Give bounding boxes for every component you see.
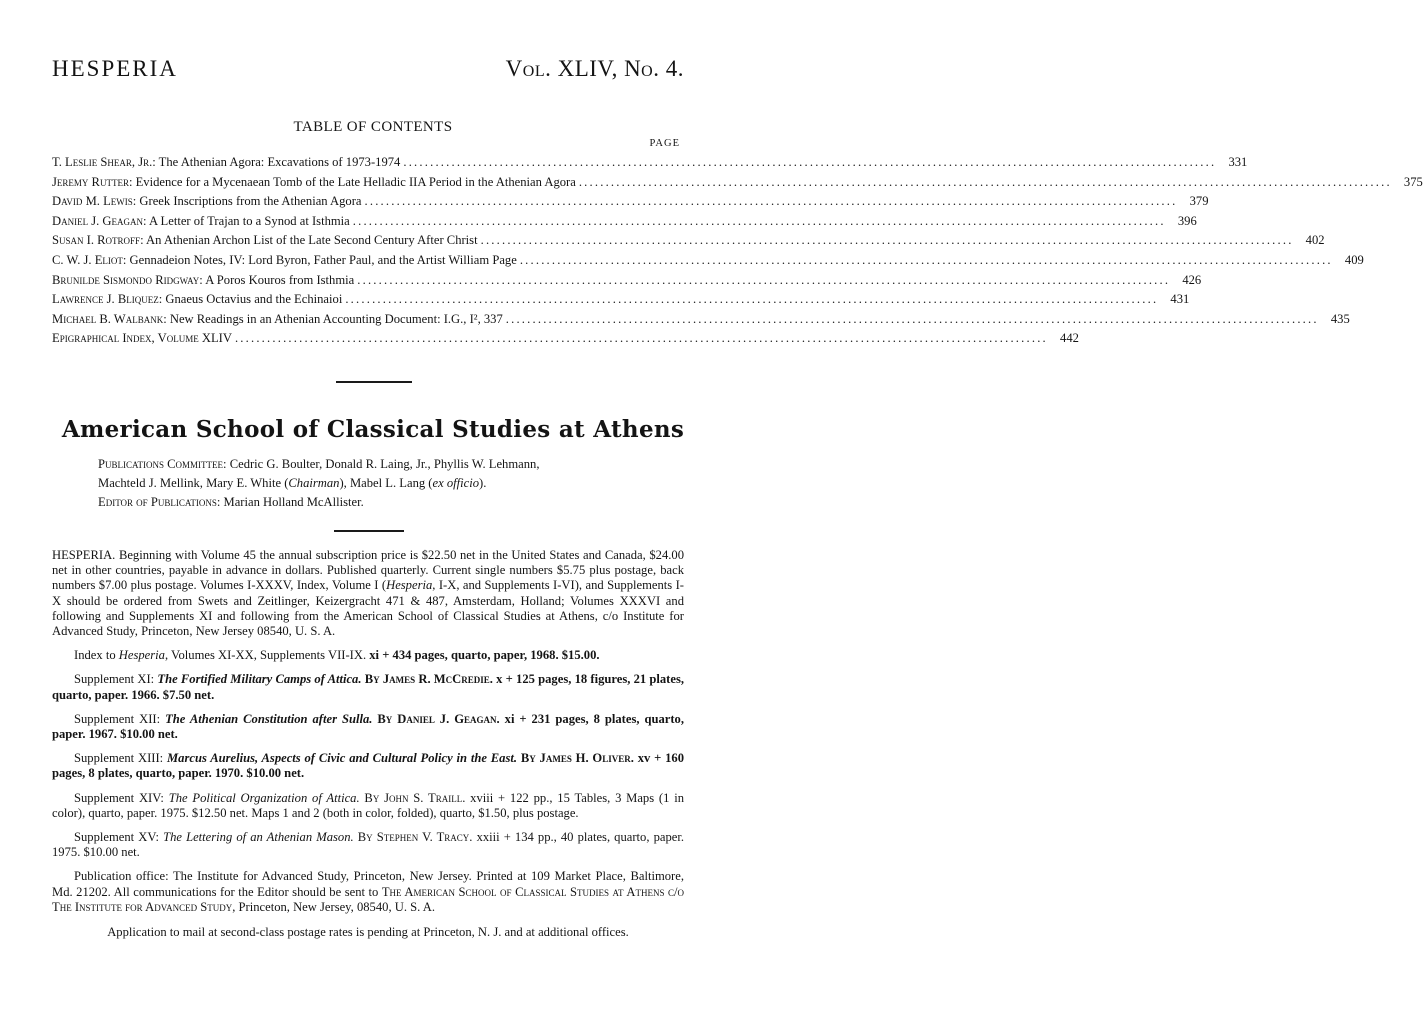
school-name: American School of Classical Studies at Athens — [61, 416, 685, 443]
toc-entry: Brunilde Sismondo Ridgway: A Poros Kouros from Isthmia ..... 426 — [52, 273, 680, 293]
toc-entry: Jeremy Rutter: Evidence for a Mycenaean Tomb of the Late Helladic IIA Period in the Athenian Agora ..... 375 — [52, 175, 680, 195]
supplement-listing — [52, 712, 684, 742]
toc-author: David M. Lewis — [52, 194, 133, 209]
toc-author: Lawrence J. Bliquez — [52, 292, 159, 307]
subscription-text: HESPERIA. Beginning with Volume 45 the annual subscription price is $22.50 net in the United States and Canada, $24.00 net in other countries, payable in advance in dollars. Published quarterly. Current single numbers $5.75 plus postage, back numbers $7.00 plus postage. Volumes I-XXXV, Index, Volume I ( — [52, 548, 684, 593]
toc-page-label: PAGE — [649, 138, 680, 149]
toc-leader-dots — [345, 292, 1158, 307]
toc-author: Epigraphical Index, Volume XLIV — [52, 331, 232, 346]
supplement-details: xi + 231 pages, 8 plates, quarto, paper. 1967. $10.00 net. — [52, 711, 684, 742]
toc-page-number: 431 — [1170, 292, 1190, 307]
toc-page-number: 426 — [1182, 272, 1202, 287]
toc-leader-dots — [403, 155, 1216, 170]
toc-entry — [52, 331, 1079, 351]
supplement-label: Supplement XIV: — [74, 790, 164, 805]
committee-members: Cedric G. Boulter, Donald R. Laing, Jr., Phyllis W. Lehmann, — [229, 457, 540, 471]
supplement-details: xviii + 122 pp., 15 Tables, 3 Maps (1 in color), quarto, paper. 1975. $12.50 net. Maps 1 and 2 (both in color, folded), quarto, $1.50, plus postage. — [52, 790, 684, 820]
supplement-label: Supplement XV: — [74, 830, 160, 845]
toc-entry: David M. Lewis: Greek Inscriptions from the Athenian Agora ..... 379 — [52, 194, 680, 214]
supplement-label: Supplement XI: — [74, 672, 155, 687]
supplement-author: By John S. Traill. — [364, 790, 466, 805]
supplement-title: The Fortified Military Camps of Attica. — [157, 672, 362, 687]
supplement-listing — [52, 672, 684, 702]
toc-leader-dots — [506, 312, 1319, 327]
toc-article-title: Gnaeus Octavius and the Echinaioi — [165, 292, 343, 307]
toc-entry: Michael B. Walbank: New Readings in an Athenian Accounting Document: I.G., I², 337 ..... 435 — [52, 312, 680, 332]
toc-author: Jeremy Rutter — [52, 174, 129, 189]
mailing-note: Application to mail at second-class postage rates is pending at Princeton, N. J. and at additional offices. — [107, 925, 629, 940]
committee-label: Publications Committee: — [98, 457, 227, 471]
journal-italic: Hesperia — [118, 648, 165, 663]
supplement-title: The Athenian Constitution after Sulla. — [165, 711, 373, 726]
toc-article-title: An Athenian Archon List of the Late Second Century After Christ — [146, 233, 478, 248]
supplement-title: Marcus Aurelius, Aspects of Civic and Cultural Policy in the East. — [166, 751, 517, 766]
toc-page-number: 409 — [1344, 252, 1364, 267]
editor-name: Marian Holland McAllister. — [223, 495, 364, 509]
toc-leader-dots — [235, 331, 1048, 346]
journal-italic: Hesperia — [386, 578, 433, 593]
supplement-label: Supplement XII: — [74, 711, 161, 726]
editor-address: The American School of Classical Studies at Athens c/o The Institute for Advanced Study — [52, 884, 685, 914]
supplement-author: By James R. McCredie. — [364, 672, 493, 687]
table-of-contents — [52, 155, 1423, 351]
toc-leader-dots — [520, 253, 1333, 268]
toc-entry: Lawrence J. Bliquez: Gnaeus Octavius and the Echinaioi ..... 431 — [52, 292, 680, 312]
toc-article-title: A Letter of Trajan to a Synod at Isthmia — [148, 213, 350, 228]
toc-page-number: 379 — [1189, 194, 1209, 209]
index-listing — [52, 648, 684, 663]
toc-leader-dots — [481, 233, 1294, 248]
ex-officio-note: ex officio — [432, 476, 480, 490]
toc-article-title: A Poros Kouros from Isthmia — [205, 272, 355, 287]
toc-entry: T. Leslie Shear, Jr.: The Athenian Agora: Excavations of 1973-1974 ..... 331 — [52, 155, 680, 175]
supplement-author: By Daniel J. Geagan. — [377, 711, 500, 726]
index-text: , Volumes XI-XX, Supplements VII-IX. — [164, 648, 367, 663]
toc-article-title: The Athenian Agora: Excavations of 1973-1974 — [158, 155, 401, 169]
publications-committee — [98, 455, 686, 512]
journal-title: HESPERIA — [52, 56, 178, 81]
index-text: Index to — [74, 648, 119, 663]
committee-members: Machteld J. Mellink, Mary E. White ( — [98, 476, 289, 490]
editor-label: Editor of Publications: — [98, 495, 221, 509]
toc-page-number: 396 — [1177, 213, 1197, 228]
toc-page-number: 435 — [1330, 311, 1350, 326]
supplement-label: Supplement XIII: — [74, 751, 164, 766]
section-divider — [334, 530, 404, 532]
toc-author: Michael B. Walbank — [52, 311, 164, 326]
publication-office-text: Publication office: The Institute for Advanced Study, Princeton, New Jersey. Printed at 109 Market Place, Baltimore, Md. 21202. All communications for the Editor should be sent to — [52, 869, 684, 899]
committee-members: ), Mabel L. Lang ( — [339, 476, 433, 490]
toc-leader-dots — [357, 273, 1170, 288]
toc-entry: C. W. J. Eliot: Gennadeion Notes, IV: Lord Byron, Father Paul, and the Artist William Page ..... 409 — [52, 253, 680, 273]
toc-article-title: Gennadeion Notes, IV: Lord Byron, Father Paul, and the Artist William Page — [129, 252, 517, 267]
chairman-note: Chairman — [288, 476, 340, 490]
supplement-listing — [52, 830, 684, 860]
toc-author: Brunilde Sismondo Ridgway — [52, 272, 200, 287]
subscription-text: , I-X, and Supplements I-VI), and Supplements I-X should be ordered from Swets and Zeitlinger, Keizergracht 471 & 487, Amsterdam, Holland; Volumes XXXVI and following and Supplements XI and following from the American School of Classical Studies at Athens, c/o Institute for Advanced Study, Princeton, New Jersey 08540, U. S. A. — [52, 578, 684, 639]
toc-author: T. Leslie Shear, Jr. — [52, 155, 153, 169]
toc-article-title: Greek Inscriptions from the Athenian Agora — [139, 194, 362, 209]
supplement-listing — [52, 791, 684, 821]
toc-page-number: 442 — [1060, 331, 1079, 346]
toc-article-title: Evidence for a Mycenaean Tomb of the Late Helladic IIA Period in the Athenian Agora — [135, 174, 576, 189]
subscription-paragraph — [52, 548, 684, 639]
toc-page-number: 331 — [1228, 155, 1248, 169]
toc-author: C. W. J. Eliot — [52, 252, 123, 267]
section-divider — [336, 381, 412, 383]
supplement-author: By James H. Oliver. — [520, 751, 634, 766]
supplement-author: By Stephen V. Tracy. — [357, 830, 473, 845]
supplement-details: x + 125 pages, 18 figures, 21 plates, quarto, paper. 1966. $7.50 net. — [52, 672, 685, 702]
supplement-listing — [52, 751, 684, 781]
toc-entry: Susan I. Rotroff: An Athenian Archon List of the Late Second Century After Christ ..... 402 — [52, 233, 680, 253]
toc-page-number: 375 — [1403, 174, 1423, 189]
index-details: xi + 434 pages, quarto, paper, 1968. $15.00. — [369, 648, 600, 663]
toc-leader-dots — [365, 194, 1178, 209]
toc-entry: Daniel J. Geagan: A Letter of Trajan to a Synod at Isthmia ..... 396 — [52, 214, 680, 234]
volume-number: Vol. XLIV, No. 4. — [505, 56, 684, 81]
masthead — [52, 56, 684, 86]
publication-info — [52, 548, 684, 940]
toc-article-title: New Readings in an Athenian Accounting Document: I.G., I², 337 — [169, 311, 503, 326]
publication-office-text: , Princeton, New Jersey, 08540, U. S. A. — [232, 899, 435, 914]
supplement-title: The Lettering of an Athenian Mason. — [163, 830, 354, 845]
supplement-details: xv + 160 pages, 8 plates, quarto, paper. 1970. $10.00 net. — [52, 751, 684, 781]
toc-author: Susan I. Rotroff — [52, 233, 141, 248]
toc-author: Daniel J. Geagan — [52, 213, 144, 228]
publication-office — [52, 869, 684, 915]
toc-page-number: 402 — [1305, 233, 1325, 248]
supplement-title: The Political Organization of Attica. — [168, 790, 360, 805]
toc-leader-dots — [353, 214, 1166, 229]
supplement-details: xxiii + 134 pp., 40 plates, quarto, paper. 1975. $10.00 net. — [52, 830, 685, 860]
toc-title: TABLE OF CONTENTS — [293, 119, 453, 135]
toc-leader-dots — [579, 175, 1392, 190]
committee-members: ). — [479, 476, 487, 490]
